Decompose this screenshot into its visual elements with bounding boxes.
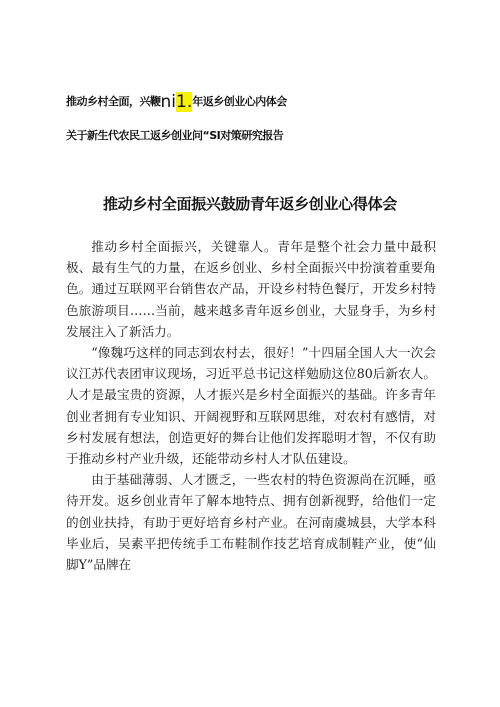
toc-line-1-part1: 推动乡村全面，兴鞭 [66, 95, 161, 108]
toc-line-1-highlight: 1. [176, 92, 193, 112]
toc-line-1 [66, 92, 466, 112]
paragraph: 推动乡村全面振兴，关键靠人。青年是整个社会力量中最积极、最有生气的力量，在返乡创业、乡村全面振兴中扮演着重要角色。通过互联网平台销售农产品，开设乡村特色餐厅，开发乡村特色旅游项目……当前，越来越多青年返乡创业，大显身手，为乡村发展注入了新活力。 [66, 239, 436, 339]
document-body [66, 236, 436, 575]
paragraph: “像魏巧这样的同志到农村去，很好！”十四届全国人大一次会议江苏代表团审议现场，习近平总书记这样勉励这位80后新农人。人才是最宝贵的资源，人才振兴是乡村全面振兴的基础。许多青年创业者拥有专业知识、开阔视野和互联网思维，对农村有感情，对乡村发展有想法，创造更好的舞台让他们发挥聪明才智，不仅有助于推动乡村产业升级，还能带动乡村人才队伍建设。 [66, 345, 436, 467]
document-title: 推动乡村全面振兴鼓励青年返乡创业心得体会 [102, 195, 397, 213]
paragraph: 由于基础薄弱、人才匮乏，一些农村的特色资源尚在沉睡，亟待开发。返乡创业青年了解本地特点、拥有创新视野，给他们一定的创业扶持，有助于更好培育乡村产业。在河南虞城县，大学本科毕业后，吴素平把传统手工布鞋制作技艺培育成制鞋产业，使“仙脚Y”品牌在 [66, 472, 436, 573]
toc-line-1-part4: 年返乡创业心内体会 [192, 95, 287, 108]
toc-line-1-part2: ni [160, 92, 176, 112]
toc-line-2: 关于新生代农民工返乡创业问“SI对策研究报告 [66, 129, 284, 142]
